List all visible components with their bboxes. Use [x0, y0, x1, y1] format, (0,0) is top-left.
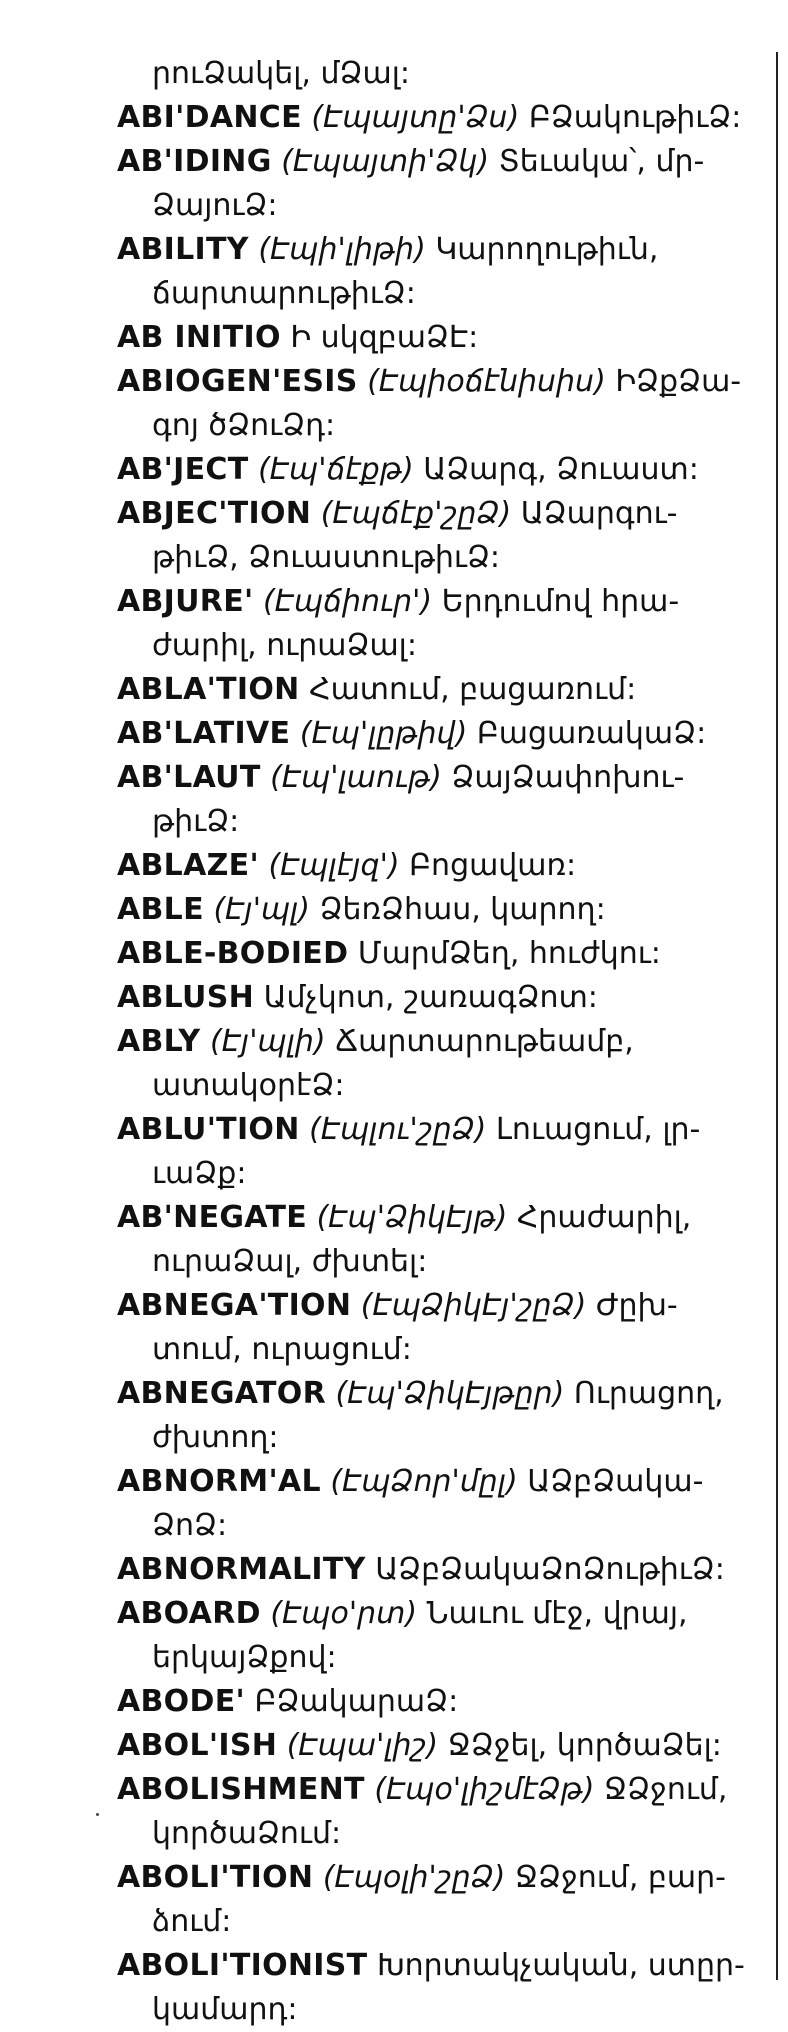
continuation-line — [117, 1328, 767, 1372]
definition: կործաՁում: — [152, 1816, 342, 1851]
continuation-line — [117, 52, 767, 96]
headword: ABILITY — [117, 232, 249, 267]
definition: ատակօրէՁ: — [152, 1068, 345, 1103]
headword: ABOLI'TIONIST — [117, 1948, 368, 1983]
definition: Տեւակա՝, մր- — [498, 144, 705, 179]
entry-line — [117, 96, 767, 140]
pronunciation: (Էպլէյզ') — [268, 848, 400, 883]
headword: ABOLISHMENT — [117, 1772, 365, 1807]
definition: Երդումով հրա- — [441, 584, 680, 619]
headword: ABLE-BODIED — [117, 936, 349, 971]
continuation-line — [117, 1988, 767, 2032]
headword: AB'JECT — [117, 452, 249, 487]
headword: AB'LATIVE — [117, 716, 291, 751]
entry-line — [117, 1548, 767, 1592]
headword: ABNEGA'TION — [117, 1288, 352, 1323]
definition: ԱՁբՁակաՁոՁութիւՁ: — [375, 1552, 725, 1587]
entry-line — [117, 756, 767, 800]
definition: գոյ ծՁուՁդ: — [152, 408, 336, 443]
continuation-line — [117, 1416, 767, 1460]
entry-line — [117, 1020, 767, 1064]
entry-line — [117, 888, 767, 932]
definition: Ամչկոտ, շառագՁոտ: — [263, 980, 598, 1015]
headword: ABI'DANCE — [117, 100, 302, 135]
pronunciation: (Էպայտի'Ձկ) — [281, 144, 490, 179]
definition: ՋՁջում, — [604, 1772, 728, 1807]
entry-line — [117, 448, 767, 492]
definition: կամարդ: — [152, 1992, 298, 2027]
entry-line — [117, 492, 767, 536]
entry-line — [117, 668, 767, 712]
definition: ՄարմՁեղ, հուժկու: — [357, 936, 661, 971]
entry-line — [117, 932, 767, 976]
continuation-line — [117, 1636, 767, 1680]
headword: AB'IDING — [117, 144, 272, 179]
definition: ԱՁբՁակա- — [527, 1464, 704, 1499]
entry-line — [117, 1372, 767, 1416]
entry-line — [117, 228, 767, 272]
pronunciation: (Էպ'ճէքթ) — [258, 452, 414, 487]
pronunciation: (Էյ'պլ) — [213, 892, 311, 927]
pronunciation: (Էպիօճէնիսիս) — [367, 364, 606, 399]
headword: AB'NEGATE — [117, 1200, 308, 1235]
definition: թիւՁ: — [152, 804, 240, 839]
column-rule — [776, 52, 778, 1980]
pronunciation: (ԷպՁոր'մըլ) — [330, 1464, 518, 1499]
pronunciation: (Էպճիուր') — [263, 584, 433, 619]
pronunciation: (Էպ'ՁիկԷյթըր) — [335, 1376, 565, 1411]
continuation-line — [117, 184, 767, 228]
definition: ժխտող: — [152, 1420, 279, 1455]
definition: ձում: — [152, 1904, 232, 1939]
continuation-line — [117, 1240, 767, 1284]
definition: Խորտակչական, ստըր- — [376, 1948, 745, 1983]
pronunciation: (Էպօ'լիշմէՁթ) — [374, 1772, 595, 1807]
entry-line — [117, 1768, 767, 1812]
definition: ԲՁակարաՁ: — [254, 1684, 459, 1719]
continuation-line — [117, 1152, 767, 1196]
headword: ABLU'TION — [117, 1112, 300, 1147]
continuation-line — [117, 1064, 767, 1108]
definition: ՁոՁ: — [152, 1508, 228, 1543]
headword: ABLUSH — [117, 980, 255, 1015]
headword: AB'LAUT — [117, 760, 261, 795]
definition: ՋՁջել, կործաՁել: — [447, 1728, 722, 1763]
definition: ւաՁք: — [152, 1156, 247, 1191]
definition: Բոցավառ: — [409, 848, 577, 883]
continuation-line — [117, 404, 767, 448]
headword: ABJURE' — [117, 584, 254, 619]
continuation-line — [117, 536, 767, 580]
definition: րուՁակել, մՁալ: — [152, 56, 410, 91]
headword: ABJEC'TION — [117, 496, 312, 531]
definition: Ի սկզբաՁԷ: — [290, 320, 479, 355]
definition: Լուացում, լր- — [495, 1112, 701, 1147]
continuation-line — [117, 1900, 767, 1944]
definition: ԻՁքՁա- — [615, 364, 742, 399]
pronunciation: (Էպօ'րտ) — [270, 1596, 418, 1631]
entry-line — [117, 844, 767, 888]
headword: ABOL'ISH — [117, 1728, 278, 1763]
headword: ABNEGATOR — [117, 1376, 326, 1411]
definition: ԲՁակութիւՁ: — [528, 100, 742, 135]
entry-line — [117, 1284, 767, 1328]
continuation-line — [117, 624, 767, 668]
definition: ՁեռՁհաս, կարող: — [319, 892, 606, 927]
entry-line — [117, 316, 767, 360]
definition: ԱՁարգու- — [520, 496, 678, 531]
definition: Կարողութիւն, — [435, 232, 659, 267]
headword: ABODE' — [117, 1684, 245, 1719]
entry-line — [117, 1460, 767, 1504]
definition: Հրաժարիլ, — [516, 1200, 692, 1235]
headword: ABIOGEN'ESIS — [117, 364, 358, 399]
entry-line — [117, 712, 767, 756]
continuation-line — [117, 272, 767, 316]
continuation-line — [117, 1504, 767, 1548]
headword: ABOARD — [117, 1596, 261, 1631]
pronunciation: (Էպ'լըթիվ) — [299, 716, 468, 751]
definition: ԱՁարգ, Ձուաստ: — [423, 452, 699, 487]
definition: Ժըխ- — [595, 1288, 678, 1323]
entry-line — [117, 140, 767, 184]
headword: ABNORMALITY — [117, 1552, 366, 1587]
headword: ABLA'TION — [117, 672, 300, 707]
definition: Հատում, բացառում: — [309, 672, 637, 707]
definition: թիւՁ, ՁուաստութիւՁ: — [152, 540, 501, 575]
headword: AB INITIO — [117, 320, 281, 355]
definition: ՋՁջում, բար- — [514, 1860, 726, 1895]
pronunciation: (Էյ'պլի) — [210, 1024, 326, 1059]
entry-line — [117, 360, 767, 404]
definition: ճարտարութիւՁ: — [152, 276, 416, 311]
continuation-line — [117, 1812, 767, 1856]
definition: Նաւու մէջ, վրայ, — [426, 1596, 688, 1631]
entry-column — [117, 52, 767, 2032]
definition: ԲացառակաՁ: — [476, 716, 707, 751]
pronunciation: (Էպօլի'շըՁ) — [322, 1860, 506, 1895]
pronunciation: (Էպայտը'Ձս) — [311, 100, 520, 135]
pronunciation: (Էպա'լիշ) — [286, 1728, 439, 1763]
pronunciation: (Էպ'ՁիկԷյթ) — [316, 1200, 508, 1235]
definition: ՁայուՁ: — [152, 188, 278, 223]
pronunciation: (ԷպՁիկԷյ'շըՁ) — [360, 1288, 587, 1323]
headword: ABLAZE' — [117, 848, 259, 883]
pronunciation: (Էպ'լաութ) — [270, 760, 442, 795]
definition: տում, ուրացում: — [152, 1332, 412, 1367]
definition: ուրաՁալ, ժխտել: — [152, 1244, 428, 1279]
entry-line — [117, 1856, 767, 1900]
entry-line — [117, 1724, 767, 1768]
stray-mark — [96, 1813, 99, 1816]
definition: ՁայՁափոխու- — [451, 760, 685, 795]
entry-line — [117, 976, 767, 1020]
definition: Ուրացող, — [573, 1376, 724, 1411]
headword: ABNORM'AL — [117, 1464, 321, 1499]
pronunciation: (Էպի'լիթի) — [258, 232, 426, 267]
entry-line — [117, 1196, 767, 1240]
entry-line — [117, 580, 767, 624]
headword: ABLY — [117, 1024, 201, 1059]
definition: Ճարտարութեամբ, — [335, 1024, 634, 1059]
continuation-line — [117, 800, 767, 844]
headword: ABOLI'TION — [117, 1860, 314, 1895]
entry-line — [117, 1944, 767, 1988]
headword: ABLE — [117, 892, 204, 927]
entry-line — [117, 1680, 767, 1724]
definition: երկայՁքով: — [152, 1640, 337, 1675]
pronunciation: (Էպլու'շըՁ) — [309, 1112, 487, 1147]
entry-line — [117, 1108, 767, 1152]
definition: ժարիլ, ուրաՁալ: — [152, 628, 417, 663]
entry-line — [117, 1592, 767, 1636]
pronunciation: (Էպճէք'շըՁ) — [320, 496, 512, 531]
